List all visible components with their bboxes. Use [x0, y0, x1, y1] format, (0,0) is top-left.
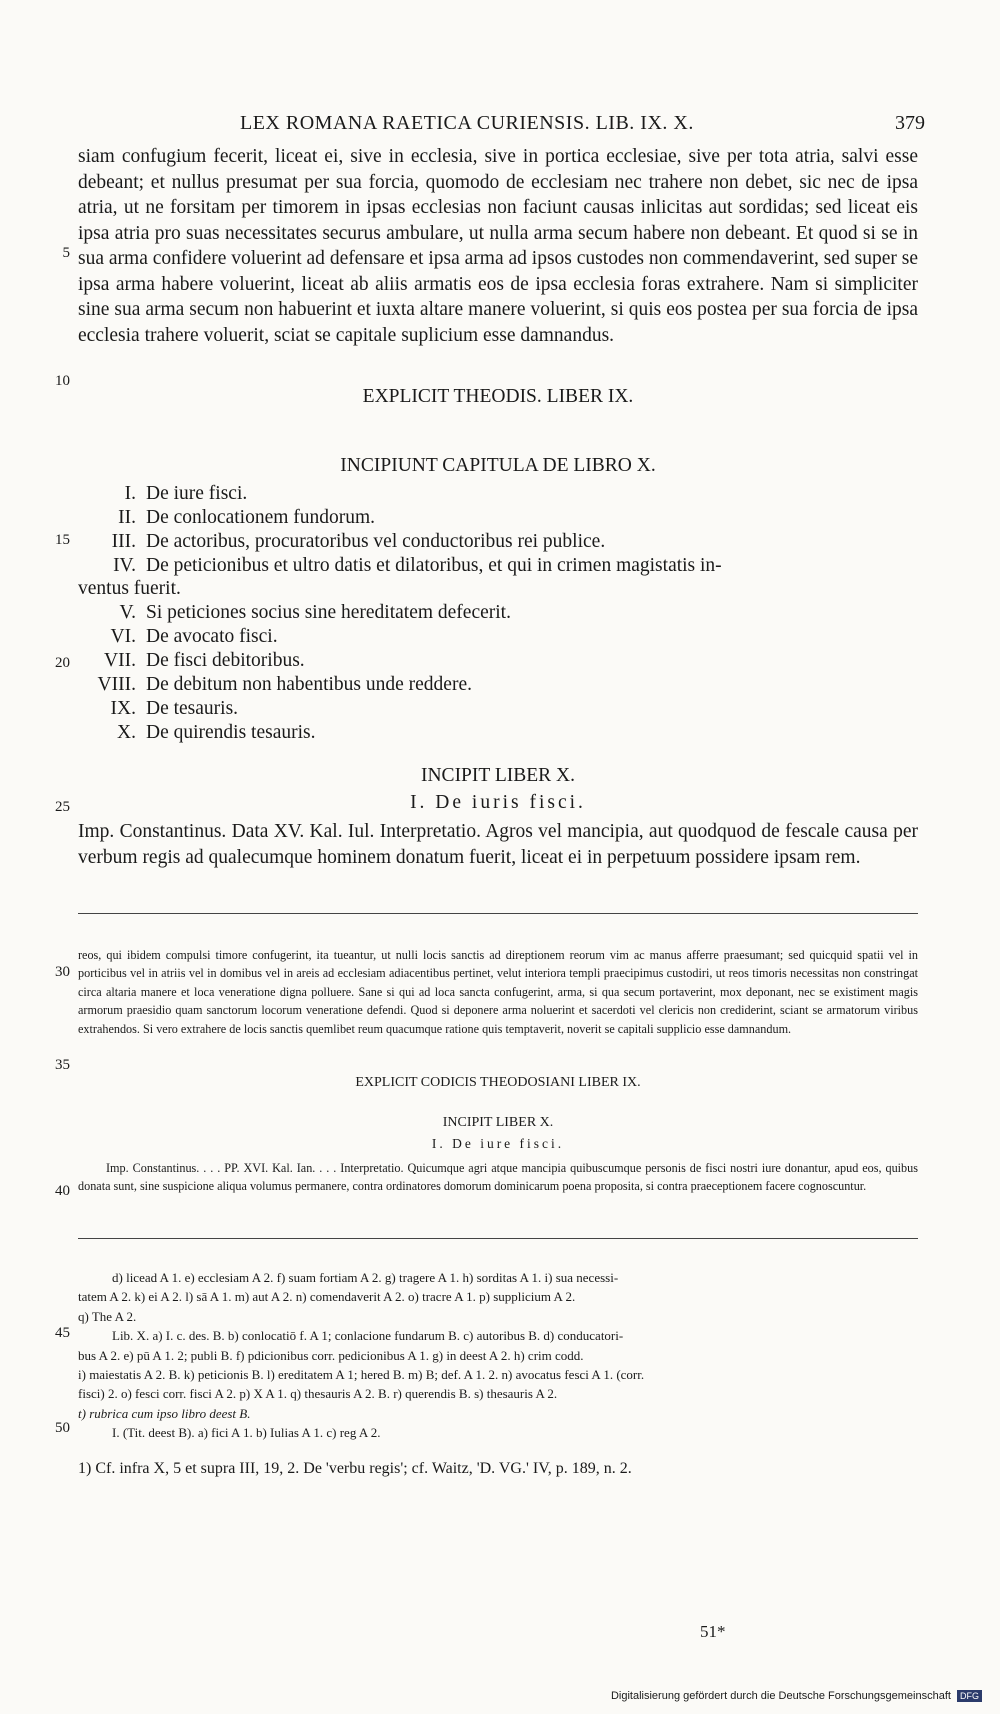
line-number-40: 40 [55, 1183, 70, 1199]
main-text-block-2 [78, 819, 918, 870]
chapter-item: IV. De peticionibus et ultro datis et dilatoribus, et qui in crimen magistatis in- [113, 555, 722, 576]
apparatus-line: q) The A 2. [78, 1308, 137, 1324]
chapter-item: III. De actoribus, procuratoribus vel conductoribus rei publice. [111, 531, 606, 552]
apparatus-line: d) licead A 1. e) ecclesiam A 2. f) suam fortiam A 2. g) tragere A 1. h) sorditas A 1. i) sua necessi- [112, 1270, 619, 1285]
line-number-30: 30 [55, 964, 70, 980]
source-text-block [78, 946, 918, 1038]
apparatus-line: Lib. X. a) I. c. des. B. b) conlocatiō f. A 1; conlacione fundarum B. c) autoribus B. d) conducatori- [112, 1328, 624, 1344]
apparatus-block [78, 1268, 918, 1443]
chapter-item-continuation: ventus fuerit. [78, 578, 181, 599]
source-incipit: INCIPIT LIBER X. [442, 1115, 554, 1130]
chapter-item: V. Si peticiones socius sine hereditatem defecerit. [119, 602, 511, 623]
page-number: 379 [895, 112, 925, 134]
apparatus-line: t) rubrica cum ipso libro deest B. [78, 1405, 251, 1421]
explicit-heading: EXPLICIT THEODIS. LIBER IX. [362, 386, 634, 407]
apparatus-line: I. (Tit. deest B). a) fici A 1. b) Iulias A 1. c) reg A 2. [112, 1425, 381, 1441]
line-number-10: 10 [55, 373, 70, 389]
chapter-item: VI. De avocato fisci. [110, 626, 278, 647]
apparatus-line: bus A 2. e) pū A 1. 2; publi B. f) pdicionibus corr. pedicionibus A 1. g) in deest A 2. h) crim codd. [78, 1347, 584, 1363]
incipiunt-heading: INCIPIUNT CAPITULA DE LIBRO X. [340, 455, 656, 476]
source-explicit: EXPLICIT CODICIS THEODOSIANI LIBER IX. [355, 1075, 641, 1090]
line-number-20: 20 [55, 655, 70, 671]
chapter-item: I. De iure fisci. [124, 483, 248, 504]
line-number-15: 15 [55, 532, 70, 548]
main-paragraph-1: siam confugium fecerit, liceat ei, sive in ecclesia, sive in portica ecclesiae, sive per tota atria, salvi esse debeant; et nullus presumat per sua forcia, quomodo de ecclesiam nec trahere non debet, sic nec de ipsa atria, ut ne forsitam per timorem in ipsas ecclesias non faciunt causas inlicitas aut sordidas; sed liceat eis ipsa atria pro suas necessitates securus ambulare, ut nulla arma secum habere non debeant. Et quod si se in sua arma confidere voluerint ad defensare et ipsa arma ad ipsos custodes non commendaverint, sed super se ipsa arma habere voluerint, liceat ab aliis armatis eos de ipsa ecclesia foras extrahere. Nam si simpliciter sine sua arma secum non habuerint et iuxta altare manere voluerint, si quis eos postea per sua forcia de ipsa ecclesia trahere voluerit, sciat se capitale suplicium esse damnandus. [78, 146, 918, 346]
chapter-item: VIII. De debitum non habentibus unde reddere. [97, 674, 472, 695]
apparatus-line: fisci) 2. o) fesci corr. fisci A 2. p) X A 1. q) thesauris A 2. B. r) querendis B. s) thesauris A 2. [78, 1386, 558, 1402]
main-text-block [78, 144, 918, 348]
digitization-text: Digitalisierung gefördert durch die Deutsche Forschungsgemeinschaft [610, 1690, 951, 1702]
source-paragraph: reos, qui ibidem compulsi timore confugerint, ita tueantur, ut nulli locis sanctis ad direptionem reorum vim ac manus afferre praesumant; sed quicquid spatii vel in porticibus vel in atriis vel in domibus vel in areis ad ecclesiam adiacentibus pertinet, velut interiora templi praecipimus custodiri, ut reos timoris necessitas non constringat circa altaria manere et loca venerationе digna polluere. Sane si qui ad loca sancta confugerint, arma, si qua secum portaverint, mox deponant, nec se existiment magis armorum praesidio quam sanctorum locorum veneratione defendi. Quod si deponere arma noluerint et sacerdoti vel clericis non crediderint, sciant se armatorum viribus extrahendos. Si vero extrahere de locis sanctis quemlibet reum quacumque ratione quis temptaverit, noverit se capitali supplicio esse damnandum. [78, 948, 918, 1036]
running-header [0, 112, 1000, 142]
source-chapter-title: I. De iure fisci. [431, 1136, 565, 1151]
source-paragraph-2: Imp. Constantinus. . . . PP. XVI. Kal. Ian. . . . Interpretatio. Quicumque agri atque mancipia quibuscumque personis de fisci nostri iure donantur, apud eos, quibus donata sunt, sine suspicione aliqua volumus permanere, contra ordinatores domorum dominicarum poena proposita, si contra praeceptionem facere cognoscuntur. [78, 1161, 918, 1194]
dfg-logo: DFG [957, 1690, 982, 1702]
chapter-title: I. De iuris fisci. [410, 792, 586, 813]
footnote: 1) Cf. infra X, 5 et supra III, 19, 2. De 'verbu regis'; cf. Waitz, 'D. VG.' IV, p. 189, n. 2. [78, 1460, 632, 1477]
digitization-note [611, 1690, 982, 1702]
chapter-item: VII. De fisci debitoribus. [104, 650, 305, 671]
header-title: LEX ROMANA RAETICA CURIENSIS. LIB. IX. X. [240, 112, 694, 134]
source-text-block-2 [78, 1159, 918, 1196]
line-number-25: 25 [55, 799, 70, 815]
signature-mark: 51* [700, 1622, 726, 1641]
apparatus-line: tatem A 2. k) ei A 2. l) sā A 1. m) aut A 2. n) comendaverit A 2. o) tracre A 1. p) supplicium A 2. [78, 1289, 576, 1305]
main-paragraph-2: Imp. Constantinus. Data XV. Kal. Iul. Interpretatio. Agros vel mancipia, aut quodquod de fescale causa per verbum regis ad qualecumque hominem donatum fuerit, liceat ei in perpetuum possidere ipsam rem. [78, 821, 918, 868]
chapter-item: II. De conlocationem fundorum. [118, 507, 376, 528]
divider [78, 1238, 918, 1239]
chapter-item: X. De quirendis tesauris. [117, 722, 316, 743]
line-number-45: 45 [55, 1325, 70, 1341]
line-number-35: 35 [55, 1057, 70, 1073]
apparatus-line: i) maiestatis A 2. B. k) peticionis B. l) ereditatem A 1; hered B. m) B; def. A 1. 2. n) avocatus fesci A 1. (corr. [78, 1367, 645, 1383]
incipit-heading: INCIPIT LIBER X. [420, 765, 575, 786]
chapter-item: IX. De tesauris. [110, 698, 239, 719]
line-number-5: 5 [62, 245, 70, 261]
line-number-50: 50 [55, 1420, 70, 1436]
divider [78, 913, 918, 914]
